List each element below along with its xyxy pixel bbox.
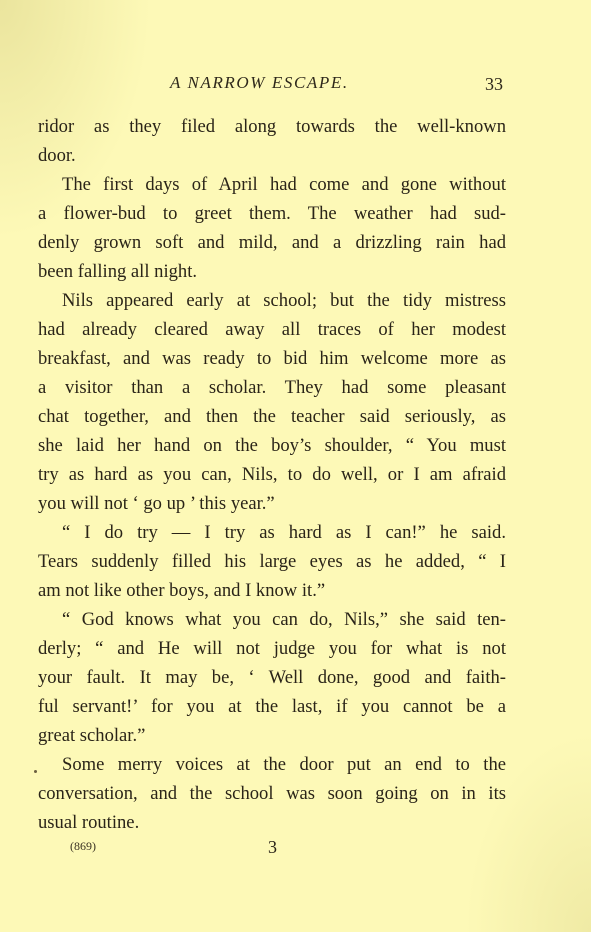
text-line: Tears suddenly filled his large eyes as he added, “ I bbox=[38, 551, 506, 572]
text-line: try as hard as you can, Nils, to do well, or I am afraid bbox=[38, 464, 506, 485]
text-line: “ I do try — I try as hard as I can!” he said. bbox=[62, 522, 506, 543]
signature-number: 3 bbox=[268, 837, 277, 857]
text-line: great scholar.” bbox=[38, 725, 146, 746]
body-text bbox=[38, 112, 506, 837]
text-line: she laid her hand on the boy’s shoulder, “ You must bbox=[38, 435, 506, 456]
text-line: Some merry voices at the door put an end to the bbox=[62, 754, 506, 775]
text-line: derly; “ and He will not judge you for what is not bbox=[38, 638, 506, 659]
printer-mark: (869) bbox=[70, 839, 96, 853]
page-number: 33 bbox=[485, 74, 503, 94]
text-line: The first days of April had come and gone without bbox=[62, 174, 506, 195]
text-line: had already cleared away all traces of her modest bbox=[38, 319, 506, 340]
text-line: you will not ‘ go up ’ this year.” bbox=[38, 493, 275, 514]
running-title: A NARROW ESCAPE. bbox=[170, 73, 349, 92]
text-line: door. bbox=[38, 145, 76, 166]
text-line: conversation, and the school was soon going on in its bbox=[38, 783, 506, 804]
running-head bbox=[0, 73, 591, 99]
text-line: ful servant!’ for you at the last, if you cannot be a bbox=[38, 696, 506, 717]
text-line: breakfast, and was ready to bid him welcome more as bbox=[38, 348, 506, 369]
paper-speck bbox=[34, 770, 37, 773]
text-line: chat together, and then the teacher said seriously, as bbox=[38, 406, 506, 427]
text-line: been falling all night. bbox=[38, 261, 198, 282]
text-line: Nils appeared early at school; but the tidy mistress bbox=[62, 290, 506, 311]
text-line: your fault. It may be, ‘ Well done, good and faith- bbox=[38, 667, 506, 688]
text-line: usual routine. bbox=[38, 812, 140, 833]
text-line: a flower-bud to greet them. The weather had sud- bbox=[38, 203, 506, 224]
text-line: a visitor than a scholar. They had some pleasant bbox=[38, 377, 506, 398]
text-line: am not like other boys, and I know it.” bbox=[38, 580, 326, 601]
text-line: “ God knows what you can do, Nils,” she said ten- bbox=[62, 609, 506, 630]
text-line: ridor as they filed along towards the well-known bbox=[38, 116, 506, 137]
text-line: denly grown soft and mild, and a drizzling rain had bbox=[38, 232, 506, 253]
